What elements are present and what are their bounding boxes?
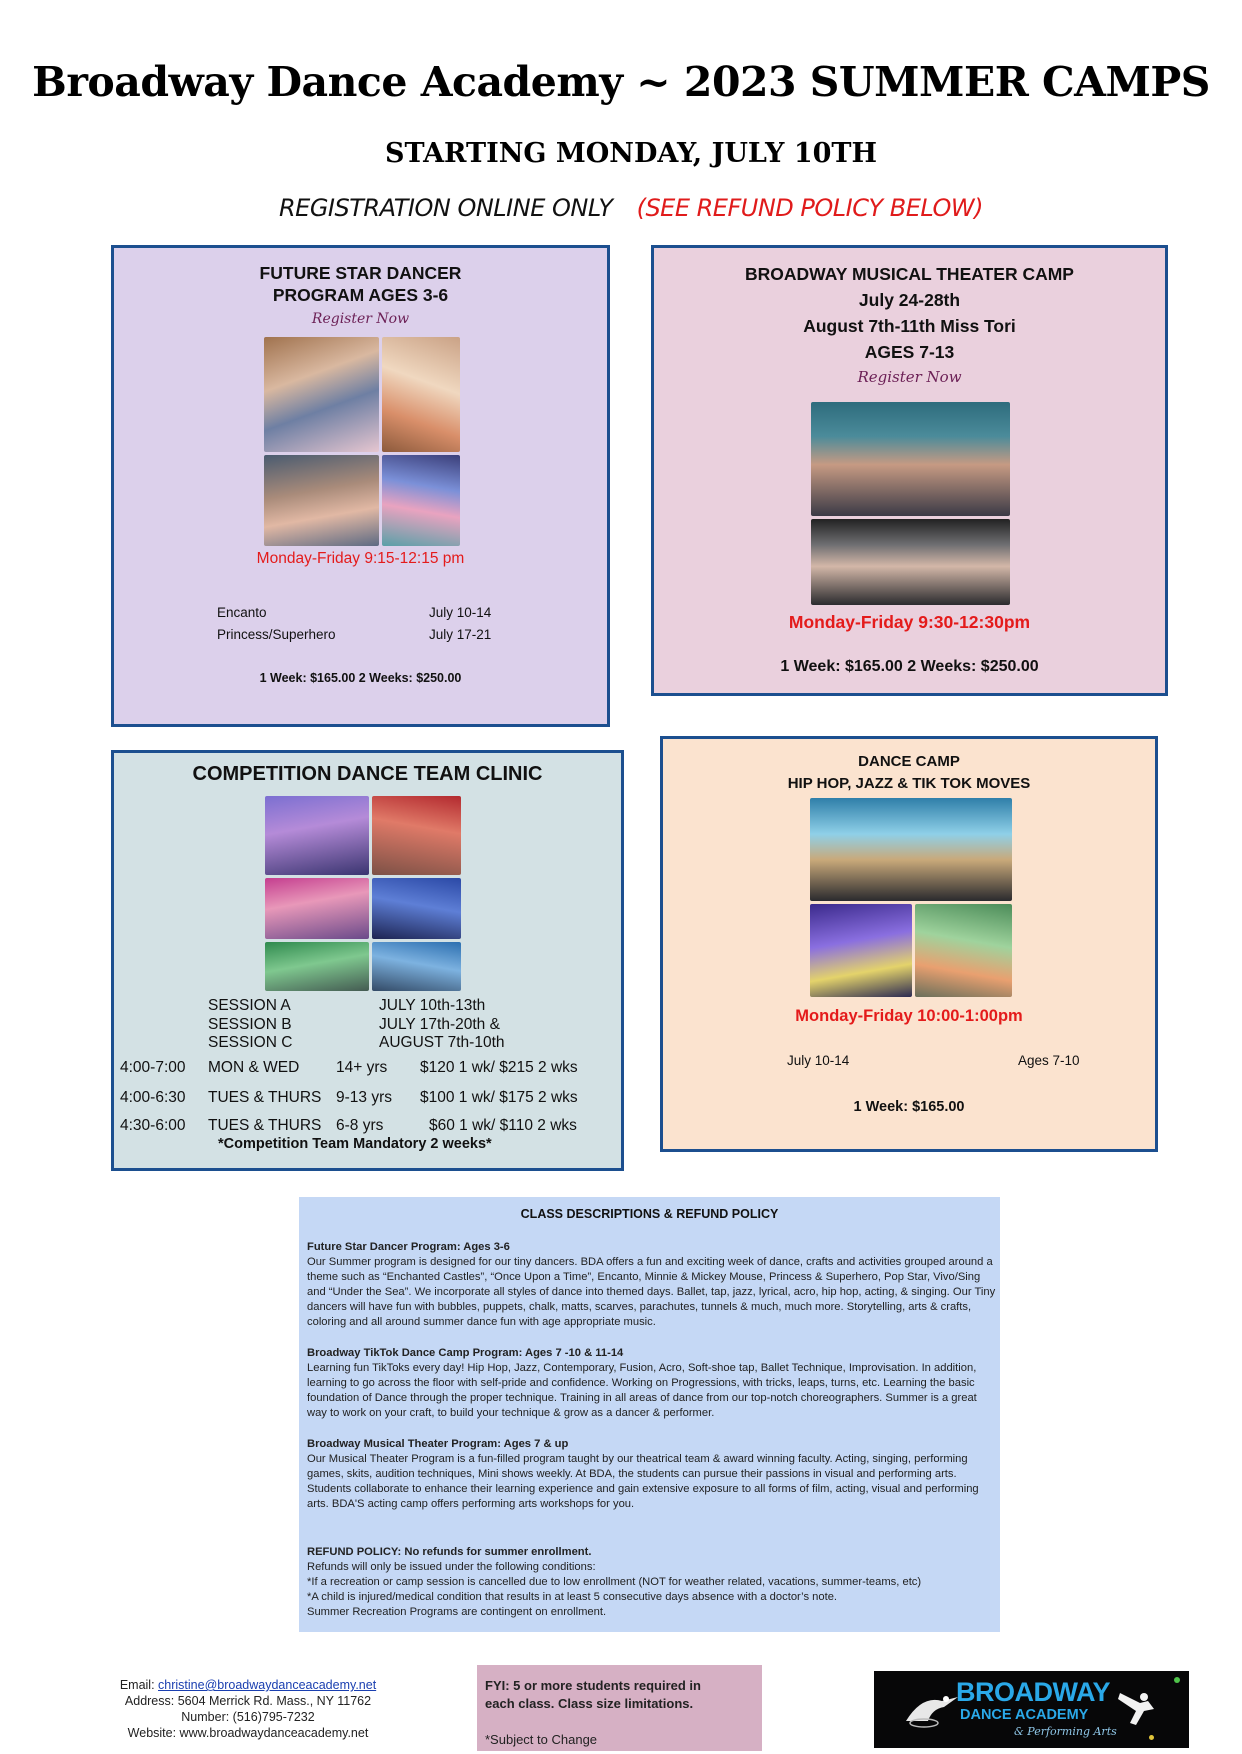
photo-costume-kids: [382, 455, 460, 546]
contact-phone: Number: (516)795-7232: [181, 1710, 315, 1724]
competition-box: [111, 750, 624, 1171]
competition-photo-collage: [265, 796, 461, 991]
future-star-title-line1: FUTURE STAR DANCER: [259, 263, 462, 283]
photo-competition-5: [265, 942, 369, 991]
photo-competition-4: [372, 878, 461, 939]
photo-competition-6: [372, 942, 461, 991]
musical-price: 1 Week: $165.00 2 Weeks: $250.00: [780, 658, 1039, 675]
schedule-ages: 6-8 yrs: [336, 1117, 384, 1134]
registration-online-text: REGISTRATION ONLINE ONLY: [278, 194, 613, 222]
policy-heading: CLASS DESCRIPTIONS & REFUND POLICY: [520, 1207, 779, 1221]
musical-description-text: Our Musical Theater Program is a fun-filled program taught by our theatrical team & award winning faculty. Acting, singing, performing games, skits, audition techniques, Mini shows weekly. At BDA, the students can pursue their passions in visual and performing arts. Students collaborate to enhance their learning experience and gain extensive exposure to all forms of film, acting, visual and performing arts. BDA'S acting camp offers performing arts workshops for you.: [307, 1453, 979, 1510]
competition-session-c-dates: AUGUST 7th-10th: [379, 1034, 505, 1051]
future-star-price: 1 Week: $165.00 2 Weeks: $250.00: [259, 671, 462, 685]
dance-camp-price: 1 Week: $165.00: [853, 1099, 965, 1115]
future-star-title-line2: PROGRAM AGES 3-6: [272, 285, 449, 305]
fyi-note-box: [477, 1665, 762, 1751]
schedule-ages: 14+ yrs: [336, 1059, 388, 1076]
competition-session-a-dates: JULY 10th-13th: [379, 997, 486, 1014]
photo-competition-2: [372, 796, 461, 875]
refund-policy-line: *If a recreation or camp session is cancelled due to low enrollment (NOT for weather related, vacations, summer-teams, etc): [307, 1576, 922, 1588]
refund-policy-line: Refunds will only be issued under the following conditions:: [307, 1561, 596, 1573]
refund-policy-note: (SEE REFUND POLICY BELOW): [636, 194, 984, 222]
schedule-time: 4:30-6:00: [120, 1117, 186, 1134]
future-star-description-text: Our Summer program is designed for our tiny dancers. BDA offers a fun and exciting week of dance, crafts and activities grouped around a theme such as “Enchanted Castles”, “Once Upon a Time”, Encanto, Minnie & Mickey Mouse, Princess & Superhero, Pop Star, Vivo/Sing and “Under the Sea”. We incorporate all styles of dance into themed days. Ballet, tap, jazz, lyrical, acro, hip hop, acting, & singing. Our Tiny dancers will have fun with bubbles, puppets, chalk, matts, scarves, parachutes, tunnels & much, much more. Storytelling, arts & crafts, coloring and all around summer dance fun with age appropriate music.: [307, 1256, 996, 1328]
page-title: Broadway Dance Academy ~ 2023 SUMMER CAMPS: [32, 58, 1210, 106]
photo-dance-camp-group: [810, 798, 1012, 901]
tiktok-description-text: Learning fun TikToks every day! Hip Hop, Jazz, Contemporary, Fusion, Acro, Soft-shoe tap, Ballet Technique, Improvisation. In addition, learning to go across the floor with self-pride and confidence. Working on Progressions, with tricks, leaps, turns, etc. Learning the basic foundation of Dance through the proper technique. Training in all areas of dance from our top-notch choreographers. Summer is a great way to work on your craft, to build your technique & grow as a dancer & performer.: [307, 1362, 977, 1419]
future-star-session-2-name: Princess/Superhero: [217, 627, 336, 642]
competition-session-c: SESSION C: [208, 1034, 293, 1051]
refund-policy-line: Summer Recreation Programs are contingent on enrollment.: [307, 1606, 607, 1618]
refund-policy-line: *A child is injured/medical condition that results in at least 5 consecutive days absence with a doctor’s note.: [307, 1591, 838, 1603]
dancer-logo-icon: [902, 1691, 962, 1731]
logo-performing-arts-text: & Performing Arts: [1014, 1725, 1117, 1738]
tiktok-description-heading: Broadway TikTok Dance Camp Program: Ages 7 -10 & 11-14: [307, 1347, 624, 1359]
musical-dates-august: August 7th-11th Miss Tori: [803, 316, 1016, 336]
schedule-days: MON & WED: [208, 1059, 300, 1076]
confetti-dot: [1149, 1735, 1154, 1740]
musical-theater-box: [651, 245, 1168, 696]
future-star-session-1-dates: July 10-14: [429, 605, 492, 620]
schedule-price: $100 1 wk/ $175 2 wks: [420, 1089, 578, 1106]
schedule-price: $60 1 wk/ $110 2 wks: [429, 1117, 577, 1134]
dance-camp-dates: July 10-14: [787, 1053, 850, 1068]
future-star-register-link[interactable]: Register Now: [311, 311, 410, 327]
future-star-session-2-dates: July 17-21: [429, 627, 492, 642]
musical-register-link[interactable]: Register Now: [857, 368, 962, 386]
dance-camp-box: [660, 736, 1158, 1152]
confetti-dot: [1174, 1677, 1180, 1683]
competition-session-b-dates: JULY 17th-20th &: [379, 1015, 500, 1033]
logo-dance-academy-text: DANCE ACADEMY: [960, 1707, 1089, 1723]
dance-camp-subtitle: HIP HOP, JAZZ & TIK TOK MOVES: [787, 775, 1031, 792]
musical-title: BROADWAY MUSICAL THEATER CAMP: [745, 264, 1074, 284]
breakdancer-icon: [1114, 1689, 1158, 1731]
future-star-box: [111, 245, 610, 727]
dance-camp-ages: Ages 7-10: [1018, 1053, 1080, 1068]
schedule-ages: 9-13 yrs: [336, 1089, 392, 1106]
photo-dance-camp-outdoor: [915, 904, 1012, 997]
musical-description: [307, 1437, 997, 1512]
contact-address: Address: 5604 Merrick Rd. Mass., NY 11762: [124, 1694, 372, 1708]
fyi-line-2: each class. Class size limitations.: [485, 1696, 694, 1711]
dance-camp-title-block: [663, 751, 1155, 795]
refund-policy-heading: REFUND POLICY: No refunds for summer enrollment.: [307, 1546, 592, 1558]
photo-girl-smiling: [264, 455, 379, 546]
photo-musical-group: [811, 402, 1010, 516]
musical-description-heading: Broadway Musical Theater Program: Ages 7 & up: [307, 1438, 569, 1450]
contact-info: [88, 1677, 408, 1741]
contact-website: Website: www.broadwaydanceacademy.net: [127, 1726, 369, 1740]
competition-session-dates: [379, 997, 505, 1053]
dance-camp-hours: Monday-Friday 10:00-1:00pm: [795, 1007, 1023, 1025]
musical-hours: Monday-Friday 9:30-12:30pm: [788, 612, 1031, 632]
competition-mandatory-note: *Competition Team Mandatory 2 weeks*: [218, 1136, 492, 1152]
competition-session-names: [208, 997, 292, 1053]
schedule-price: $120 1 wk/ $215 2 wks: [420, 1059, 578, 1076]
photo-competition-1: [265, 796, 369, 875]
tiktok-description: [307, 1346, 997, 1421]
competition-session-a: SESSION A: [208, 997, 291, 1014]
broadway-dance-academy-logo: [874, 1671, 1189, 1748]
photo-kids-group: [264, 337, 379, 452]
start-date-heading: STARTING MONDAY, JULY 10TH: [384, 138, 877, 169]
photo-competition-3: [265, 878, 369, 939]
competition-session-b: SESSION B: [208, 1015, 292, 1033]
future-star-photo-collage: [264, 337, 460, 549]
schedule-days: TUES & THURS: [208, 1117, 322, 1134]
future-star-description: [307, 1240, 997, 1330]
schedule-days: TUES & THURS: [208, 1089, 322, 1106]
future-star-session-1-name: Encanto: [217, 605, 267, 620]
logo-broadway-text: BROADWAY: [956, 1677, 1111, 1707]
dance-camp-title: DANCE CAMP: [858, 753, 960, 770]
musical-photo-collage: [811, 402, 1010, 605]
email-link[interactable]: christine@broadwaydanceacademy.net: [158, 1678, 377, 1692]
schedule-time: 4:00-7:00: [120, 1059, 186, 1076]
fyi-subject-to-change: *Subject to Change: [485, 1732, 598, 1747]
contact-email-line: [88, 1677, 408, 1693]
photo-kids-floor: [382, 337, 460, 452]
class-descriptions-panel: [299, 1197, 1000, 1632]
dance-camp-photo-collage: [810, 798, 1012, 997]
photo-dance-camp-glow: [810, 904, 912, 997]
refund-policy: [307, 1545, 997, 1620]
photo-musical-stage: [811, 519, 1010, 605]
musical-dates-july: July 24-28th: [858, 290, 961, 310]
fyi-line-1: FYI: 5 or more students required in: [485, 1678, 701, 1693]
musical-title-block: [654, 261, 1165, 365]
future-star-hours: Monday-Friday 9:15-12:15 pm: [256, 550, 465, 567]
competition-title: COMPETITION DANCE TEAM CLINIC: [192, 763, 543, 785]
musical-ages: AGES 7-13: [864, 342, 955, 362]
future-star-description-heading: Future Star Dancer Program: Ages 3-6: [307, 1241, 510, 1253]
schedule-time: 4:00-6:30: [120, 1089, 186, 1106]
registration-line: [0, 194, 1242, 222]
future-star-title: [114, 262, 607, 306]
email-label: Email:: [119, 1678, 159, 1692]
